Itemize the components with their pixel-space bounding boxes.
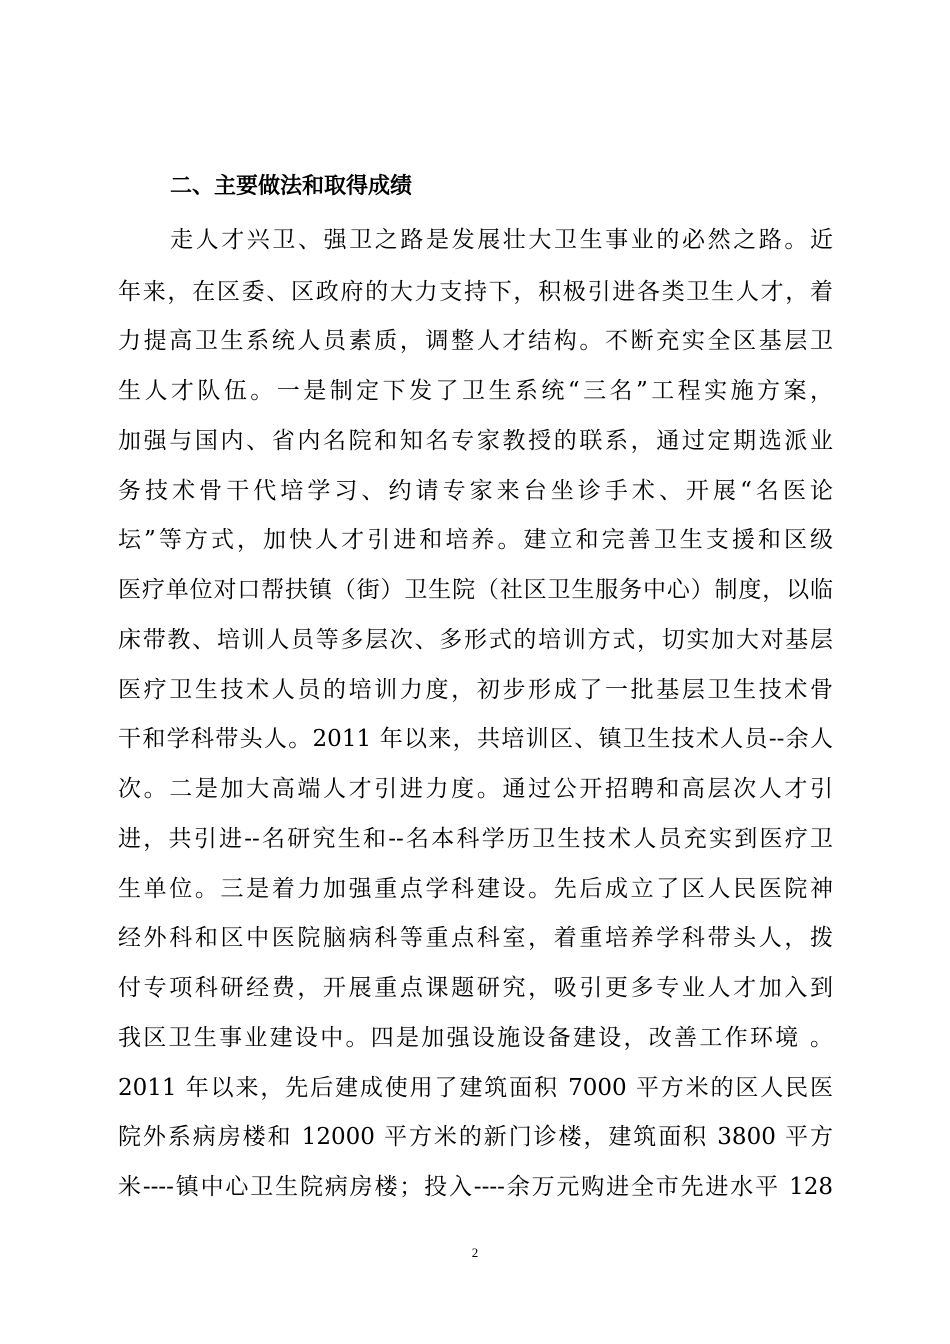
body-text-line: 我区卫生事业建设中。四是加强设施设备建设，改善工作环境 。	[118, 1025, 833, 1051]
body-text-line: 生人才队伍。一是制定下发了卫生系统“三名”工程实施方案，	[118, 378, 833, 404]
body-text-line: 次。二是加大高端人才引进力度。通过公开招聘和高层次人才引	[118, 776, 833, 802]
body-text-line: 走人才兴卫、强卫之路是发展壮大卫生事业的必然之路。近	[170, 227, 833, 253]
body-text-line: 力提高卫生系统人员素质，调整人才结构。不断充实全区基层卫	[118, 328, 833, 354]
body-text-line: 床带教、培训人员等多层次、多形式的培训方式，切实加大对基层	[118, 627, 833, 653]
body-text-line: 务技术骨干代培学习、约请专家来台坐诊手术、开展“名医论	[118, 478, 833, 504]
body-text-line: 坛”等方式，加快人才引进和培养。建立和完善卫生支援和区级	[118, 527, 833, 553]
body-text-line: 医疗单位对口帮扶镇（街）卫生院（社区卫生服务中心）制度，以临	[118, 577, 833, 603]
body-text-line: 生单位。三是着力加强重点学科建设。先后成立了区人民医院神	[118, 876, 833, 902]
body-text-line: 经外科和区中医院脑病科等重点科室，着重培养学科带头人，拨	[118, 925, 833, 951]
body-text-line: 进，共引进--名研究生和--名本科学历卫生技术人员充实到医疗卫	[118, 826, 833, 852]
body-text-line: 干和学科带头人。2011 年以来，共培训区、镇卫生技术人员--余人	[118, 726, 833, 752]
body-text-line: 年来，在区委、区政府的大力支持下，积极引进各类卫生人才，着	[118, 279, 833, 305]
section-heading: 二、主要做法和取得成绩	[170, 174, 413, 199]
body-text-line: 医疗卫生技术人员的培训力度，初步形成了一批基层卫生技术骨	[118, 677, 833, 703]
body-text-line: 付专项科研经费，开展重点课题研究，吸引更多专业人才加入到	[118, 975, 833, 1001]
page-number: 2	[471, 1245, 479, 1260]
body-text-line: 院外系病房楼和 12000 平方米的新门诊楼，建筑面积 3800 平方	[118, 1124, 833, 1150]
body-text-line: 米----镇中心卫生院病房楼；投入----余万元购进全市先进水平 128	[118, 1174, 833, 1200]
body-text-line: 2011 年以来，先后建成使用了建筑面积 7000 平方米的区人民医	[118, 1075, 833, 1101]
body-text-line: 加强与国内、省内名院和知名专家教授的联系，通过定期选派业	[118, 428, 833, 454]
